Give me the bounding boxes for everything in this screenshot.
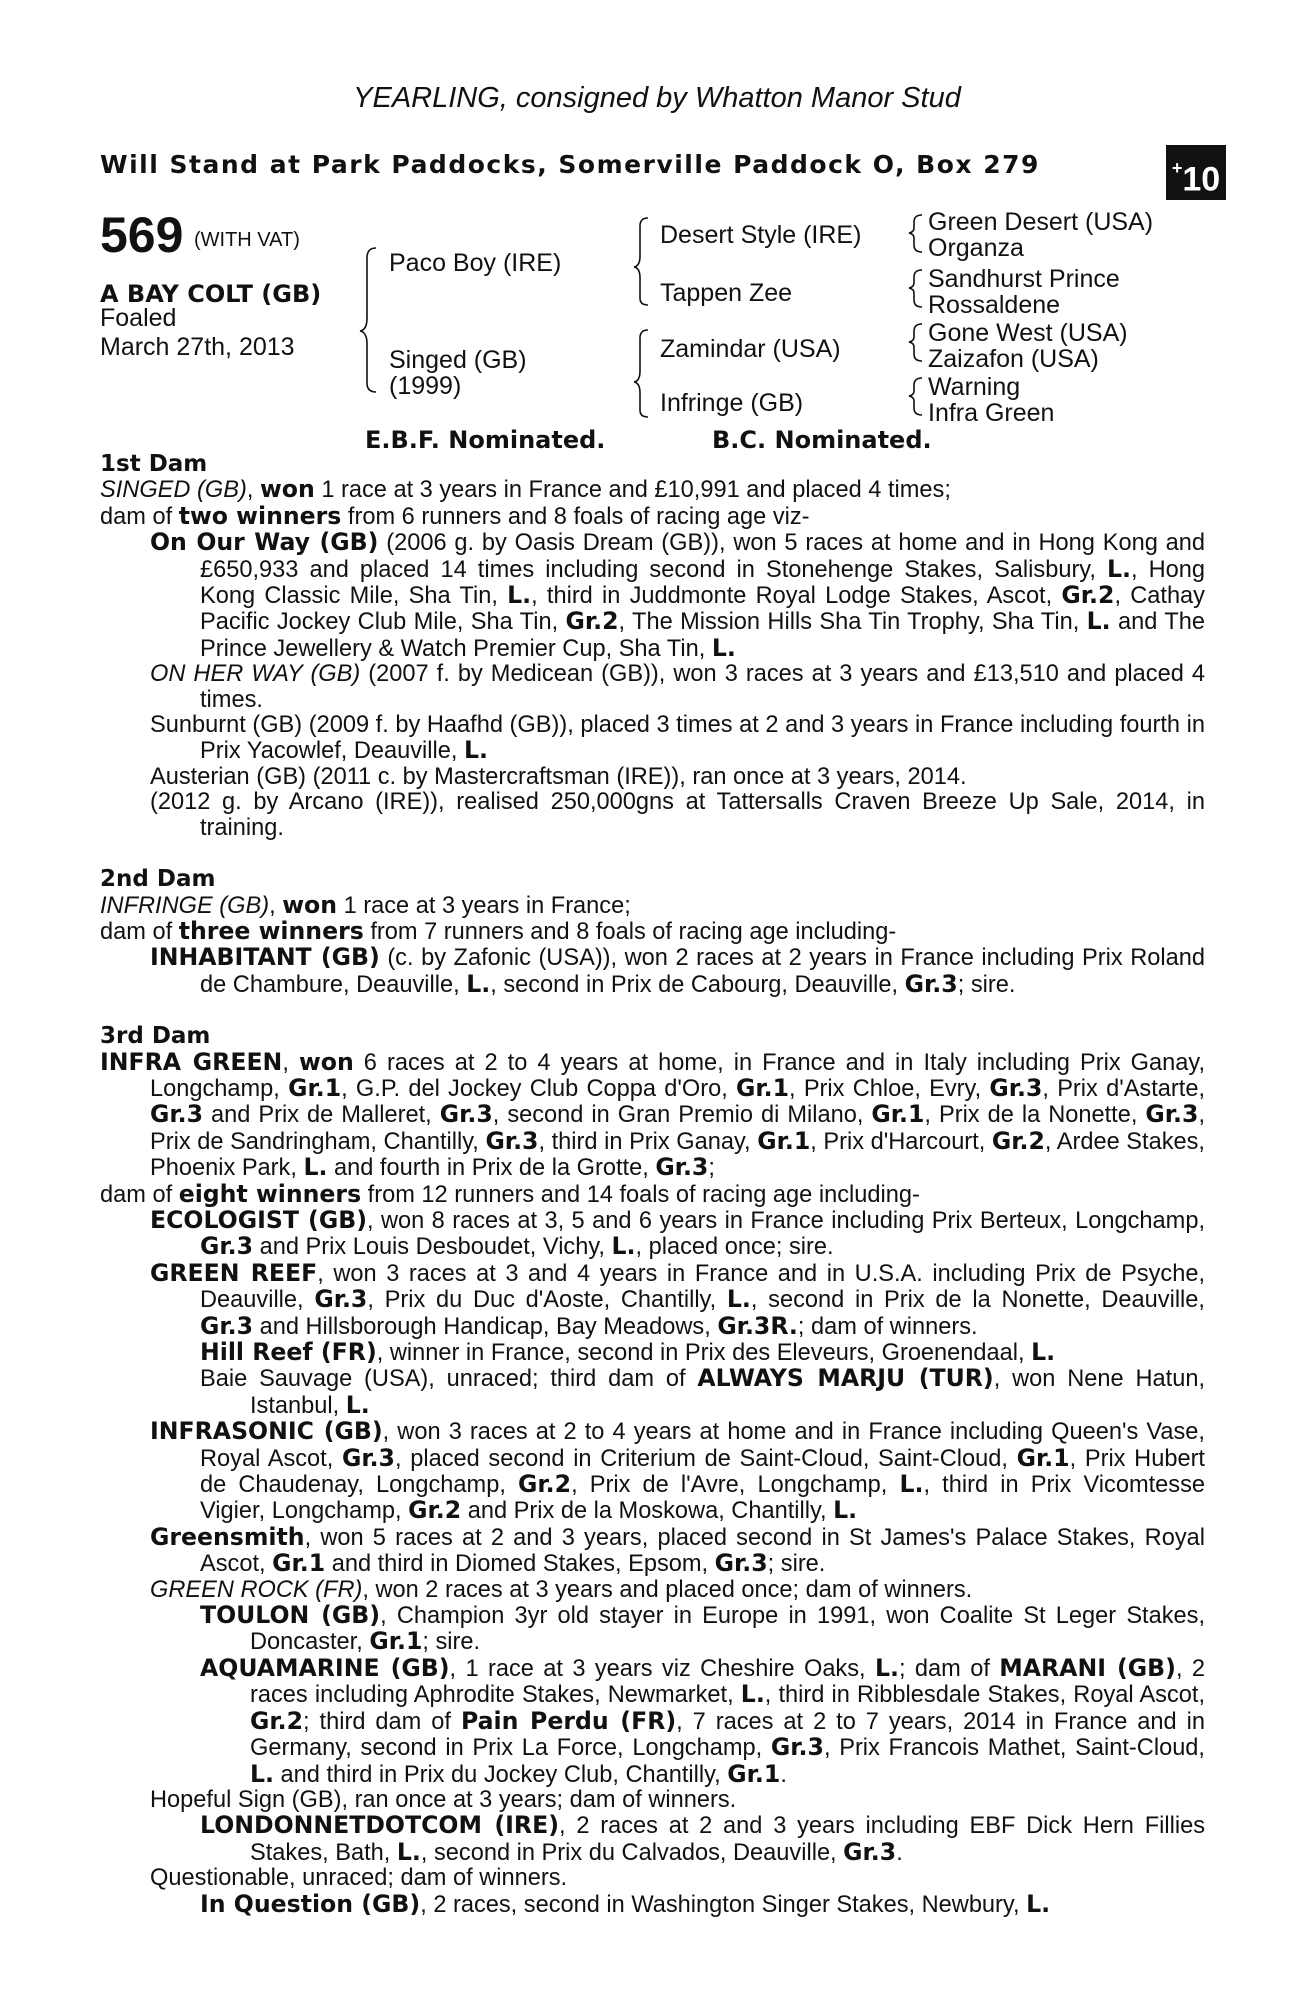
bold-text: Gr.1: [1016, 1443, 1070, 1472]
text: , Prix d'Harcourt,: [810, 1128, 992, 1155]
record-entry: [100, 1788, 1205, 1813]
text: from 12 runners and 14 foals of racing age including-: [361, 1181, 920, 1208]
bold-text: Gr.1: [727, 1759, 781, 1788]
brace-g3: [909, 324, 922, 361]
text: Hopeful Sign (GB), ran once at 3 years; dam of winners.: [150, 1786, 737, 1813]
bold-text: L.: [466, 969, 491, 998]
text: , Prix Chloe, Evry,: [789, 1075, 990, 1102]
bold-text: AQUAMARINE (GB): [200, 1653, 450, 1682]
bold-text: L.: [726, 1285, 751, 1314]
bold-text: L.: [1086, 607, 1111, 636]
text: .: [780, 1761, 787, 1788]
bold-text: L.: [833, 1496, 858, 1525]
brace-dam-line: [634, 330, 648, 417]
bold-text: Gr.2: [518, 1470, 572, 1499]
record-entry: [100, 1205, 1205, 1261]
text: Baie Sauvage (USA), unraced; third dam of: [200, 1366, 698, 1393]
bold-text: Gr.3: [714, 1549, 768, 1578]
text: ; third dam of: [303, 1708, 461, 1735]
record-entry: [100, 477, 1205, 503]
text: (2012 g. by Arcano (IRE)), realised 250,000gns at Tattersalls Craven Breeze Up Sale, 2014, in training.: [150, 789, 1205, 841]
text: 1 race at 3 years in France and £10,991 and placed 4 times;: [314, 477, 951, 504]
record-entry: [100, 1419, 1205, 1525]
bold-text: L.: [396, 1837, 421, 1866]
pedigree-dam-year: (1999): [389, 372, 462, 400]
record-entry: [100, 713, 1205, 765]
text: (c. by Zafonic (USA)), won 2 races at 2 years in France including Prix Roland de Chambure, Deauville,: [200, 945, 1205, 998]
bold-text: Hill Reef (FR): [200, 1338, 377, 1366]
italic-text: GREEN ROCK (FR): [150, 1576, 363, 1603]
bold-text: LONDONNETDOTCOM (IRE): [200, 1811, 559, 1840]
bold-text: Gr.3: [150, 1100, 204, 1129]
bold-text: L.: [303, 1153, 328, 1182]
text: , G.P. del Jockey Club Coppa d'Oro,: [341, 1075, 736, 1102]
text: , Prix d'Astarte,: [1042, 1075, 1205, 1102]
bold-text: Gr.1: [288, 1073, 342, 1102]
bold-text: L.: [345, 1390, 370, 1419]
text: , won 2 races at 3 years and placed once; dam of winners.: [362, 1576, 973, 1603]
bold-text: three winners: [178, 916, 364, 945]
text: , Prix Hubert de Chaudenay, Longchamp,: [200, 1445, 1205, 1499]
text: , third in Juddmonte Royal Lodge Stakes, Ascot,: [531, 583, 1062, 610]
bold-text: Greensmith: [150, 1522, 305, 1551]
bold-text: Gr.1: [736, 1073, 790, 1102]
record-entry: [100, 1603, 1205, 1656]
bold-text: Gr.2: [408, 1496, 462, 1525]
record-entry: [100, 765, 1205, 790]
text: , second in Prix de la Nonette, Deauville,: [750, 1287, 1205, 1314]
brace-sire-dam: [360, 248, 376, 392]
record-entry: [100, 530, 1205, 662]
bold-text: Gr.3: [904, 969, 958, 998]
bold-text: L.: [1031, 1338, 1056, 1366]
vat-note: (WITH VAT): [194, 229, 300, 251]
text: , second in Prix du Calvados, Deauville,: [420, 1839, 844, 1866]
bold-text: Gr.2: [250, 1706, 304, 1735]
pedigree-g2: Organza: [928, 234, 1024, 262]
pedigree-sire: Paco Boy (IRE): [389, 249, 562, 277]
record-entry: [100, 1866, 1205, 1891]
text: , placed second in Criterium de Saint-Cloud, Saint-Cloud,: [394, 1445, 1017, 1472]
bold-text: ECOLOGIST (GB): [150, 1205, 367, 1234]
text: , Champion 3yr old stayer in Europe in 1991, won Coalite St Leger Stakes, Doncaster,: [250, 1603, 1206, 1656]
pedigree-g8: Infra Green: [928, 399, 1055, 427]
bold-text: L.: [464, 736, 489, 765]
text: ,: [269, 892, 283, 919]
text: dam of: [100, 918, 179, 945]
text: ; dam of: [898, 1655, 1000, 1682]
text: (2006 g. by Oasis Dream (GB)), won 5 races at home and in Hong Kong and £650,933 and placed 14 times including second in Stonehenge Stakes, Salisbury,: [200, 530, 1205, 583]
section-heading: 1st Dam: [100, 451, 208, 477]
section-heading: 3rd Dam: [100, 1023, 211, 1050]
bold-text: Gr.3: [439, 1100, 493, 1129]
bold-text: L.: [611, 1232, 636, 1261]
italic-text: SINGED (GB): [100, 477, 247, 504]
stand-location: Will Stand at Park Paddocks, Somerville Paddock O, Box 279: [100, 150, 1040, 179]
text: and third in Prix du Jockey Club, Chantilly,: [274, 1761, 728, 1788]
bold-text: Gr.3: [843, 1837, 897, 1866]
text: , placed once; sire.: [635, 1234, 834, 1261]
bold-text: Gr.1: [871, 1100, 925, 1129]
record-entry: [100, 1340, 1205, 1366]
bc-nominated: B.C. Nominated.: [712, 426, 932, 454]
text: , won 3 races at 2 to 4 years at home and in France including Queen's Vase, Royal Ascot,: [200, 1419, 1205, 1472]
bold-text: L.: [874, 1653, 899, 1682]
text: ; sire.: [422, 1629, 481, 1656]
record-entry: [100, 1258, 1205, 1340]
foaled-label: Foaled: [100, 304, 177, 332]
text: from 7 runners and 8 foals of racing age including-: [363, 918, 897, 945]
foaled-date: March 27th, 2013: [100, 333, 295, 361]
text: , third in Prix Vicomtesse Vigier, Longchamp,: [200, 1472, 1206, 1525]
bold-text: Pain Perdu (FR): [460, 1706, 677, 1735]
ebf-nominated: E.B.F. Nominated.: [365, 426, 606, 454]
bold-text: Gr.2: [1061, 581, 1115, 610]
text: and fourth in Prix de la Grotte,: [327, 1155, 656, 1182]
lot-number: 569: [100, 207, 184, 263]
record-entry: [100, 1047, 1206, 1182]
text: , The Mission Hills Sha Tin Trophy, Sha Tin,: [618, 609, 1087, 636]
text: and Prix de la Moskowa, Chantilly,: [461, 1498, 834, 1525]
brace-g2: [909, 270, 922, 307]
text: , won Nene Hatun, Istanbul,: [250, 1366, 1205, 1419]
bold-text: Gr.1: [369, 1627, 423, 1656]
record-entry: [100, 790, 1205, 841]
text: ; sire.: [767, 1551, 826, 1578]
text: and Hillsborough Handicap, Bay Meadows,: [253, 1313, 718, 1340]
bold-text: Gr.1: [757, 1126, 811, 1155]
pedigree-g6: Zaizafon (USA): [928, 345, 1099, 373]
bold-text: TOULON (GB): [200, 1601, 381, 1630]
produce-record: [100, 452, 1205, 1918]
italic-text: ON HER WAY (GB): [150, 661, 361, 688]
bold-text: Gr.1: [272, 1549, 326, 1578]
bold-text: L.: [1026, 1889, 1051, 1918]
badge-value: 10: [1182, 160, 1221, 199]
bold-text: won: [282, 890, 338, 919]
text: , Prix de l'Avre, Longchamp,: [571, 1472, 900, 1499]
text: , 2 races at 2 and 3 years including EBF Dick Hern Fillies Stakes, Bath,: [250, 1813, 1205, 1866]
text: ,: [282, 1049, 299, 1076]
bold-text: L.: [250, 1759, 274, 1788]
consignment-line: YEARLING, consigned by Whatton Manor Stud: [353, 82, 961, 114]
pedigree-g7: Warning: [928, 373, 1021, 401]
record-entry: [100, 1889, 1205, 1918]
record-entry: [100, 890, 1205, 919]
text: , 7 races at 2 to 7 years, 2014 in France and in Germany, second in Prix La Force, Longchamp,: [250, 1708, 1206, 1762]
record-entry: [100, 1179, 1205, 1208]
pedigree-sire-sire: Desert Style (IRE): [660, 221, 862, 249]
text: , won 5 races at 2 and 3 years, placed second in St James's Palace Stakes, Royal Ascot,: [200, 1524, 1205, 1578]
text: , Hong Kong Classic Mile, Sha Tin,: [200, 556, 1205, 610]
text: , 2 races, second in Washington Singer Stakes, Newbury,: [420, 1891, 1027, 1918]
text: and Prix Louis Desboudet, Vichy,: [253, 1234, 612, 1261]
text: and The Prince Jewellery & Watch Premier Cup, Sha Tin,: [200, 609, 1205, 662]
text: .: [896, 1839, 903, 1866]
bold-text: Gr.3: [200, 1311, 254, 1340]
bold-text: Gr.3: [341, 1443, 395, 1472]
bold-text: Gr.3: [655, 1153, 709, 1182]
pedigree-dam-sire: Zamindar (USA): [660, 335, 841, 363]
bold-text: L.: [740, 1680, 765, 1709]
text: , third in Prix Ganay,: [538, 1128, 758, 1155]
text: , 2 races including Aphrodite Stakes, Newmarket,: [250, 1655, 1206, 1709]
bold-text: two winners: [178, 501, 342, 530]
brace-sire-line: [634, 218, 648, 305]
pedigree-dam-dam: Infringe (GB): [660, 389, 804, 417]
text: , Cathay Pacific Jockey Club Mile, Sha Tin,: [200, 583, 1205, 636]
bold-text: MARANI (GB): [999, 1653, 1176, 1682]
bold-text: GREEN REEF: [150, 1258, 318, 1287]
pedigree-dam: Singed (GB): [389, 346, 527, 374]
text: , 1 race at 3 years viz Cheshire Oaks,: [449, 1655, 875, 1682]
text: 6 races at 2 to 4 years at home, in France and in Italy including Prix Ganay, Longchamp,: [150, 1049, 1206, 1102]
record-entry: [100, 1653, 1206, 1788]
text: , Prix de la Nonette,: [924, 1102, 1146, 1129]
text: (2007 f. by Medicean (GB)), won 3 races at 3 years and £13,510 and placed 4 times.: [200, 661, 1205, 713]
badge-plus: +: [1171, 158, 1183, 178]
text: and third in Diomed Stakes, Epsom,: [325, 1551, 715, 1578]
record-entry: [100, 945, 1205, 998]
record-entry: [100, 916, 1205, 945]
bold-text: L.: [899, 1470, 924, 1499]
pedigree-g4: Rossaldene: [928, 291, 1061, 319]
bold-text: INFRA GREEN: [100, 1047, 283, 1076]
text: 1 race at 3 years in France;: [337, 892, 631, 919]
section-heading: 2nd Dam: [100, 866, 216, 893]
bold-text: Gr.3: [989, 1073, 1043, 1102]
bold-text: Gr.3: [485, 1126, 539, 1155]
bold-text: L.: [1106, 554, 1131, 583]
text: dam of: [100, 503, 179, 530]
text: ,: [246, 477, 260, 504]
bold-text: Gr.3: [1145, 1100, 1199, 1129]
bold-text: ALWAYS MARJU (TUR): [697, 1364, 994, 1393]
italic-text: INFRINGE (GB): [100, 892, 270, 919]
bold-text: On Our Way (GB): [150, 528, 379, 557]
text: , third in Ribblesdale Stakes, Royal Ascot,: [764, 1682, 1206, 1709]
text: and Prix de Malleret,: [203, 1102, 440, 1129]
text: ;: [708, 1155, 715, 1182]
text: , Prix du Duc d'Aoste, Chantilly,: [367, 1287, 727, 1314]
text: Austerian (GB) (2011 c. by Mastercraftsman (IRE)), ran once at 3 years, 2014.: [150, 763, 967, 790]
text: , Prix de Sandringham, Chantilly,: [150, 1102, 1205, 1155]
pedigree-g5: Gone West (USA): [928, 319, 1128, 347]
bold-text: won: [298, 1047, 354, 1076]
bold-text: INHABITANT (GB): [150, 943, 380, 972]
bold-text: eight winners: [178, 1179, 362, 1208]
text: , Ardee Stakes, Phoenix Park,: [150, 1128, 1205, 1182]
pedigree-g1: Green Desert (USA): [928, 208, 1154, 236]
record-entry: [100, 1522, 1205, 1578]
bold-text: INFRASONIC (GB): [150, 1417, 383, 1446]
text: Sunburnt (GB) (2009 f. by Haafhd (GB)), placed 3 times at 2 and 3 years in France including fourth in Prix Yacowlef, Deauville,: [150, 712, 1205, 765]
record-entry: [100, 1813, 1205, 1866]
brace-g4: [909, 378, 922, 415]
bold-text: L.: [711, 633, 736, 662]
pedigree-g3: Sandhurst Prince: [928, 265, 1120, 293]
text: Questionable, unraced; dam of winners.: [150, 1865, 568, 1892]
pedigree-sire-dam: Tappen Zee: [660, 279, 793, 307]
bold-text: Gr.3: [770, 1733, 824, 1762]
text: , second in Gran Premio di Milano,: [492, 1102, 872, 1129]
bold-text: won: [259, 475, 315, 504]
bold-text: Gr.2: [991, 1126, 1045, 1155]
text: , Prix Francois Mathet, Saint-Cloud,: [823, 1735, 1205, 1762]
text: , winner in France, second in Prix des Eleveurs, Groenendaal,: [376, 1340, 1032, 1366]
record-entry: [100, 662, 1205, 713]
bold-text: L.: [507, 581, 532, 610]
brace-g1: [909, 215, 922, 252]
record-entry: [100, 501, 1205, 530]
bold-text: In Question (GB): [200, 1889, 421, 1918]
record-entry: [100, 1366, 1205, 1419]
horse-name: A BAY COLT (GB): [100, 280, 322, 308]
text: , won 8 races at 3, 5 and 6 years in France including Prix Berteux, Longchamp,: [366, 1207, 1205, 1234]
text: , second in Prix de Cabourg, Deauville,: [490, 971, 905, 998]
text: ; sire.: [957, 971, 1016, 998]
text: from 6 runners and 8 foals of racing age viz-: [341, 503, 810, 530]
bold-text: Gr.3R.: [717, 1311, 798, 1340]
bold-text: Gr.3: [314, 1285, 368, 1314]
text: ; dam of winners.: [797, 1313, 978, 1340]
record-entry: [100, 1578, 1205, 1603]
bold-text: Gr.3: [200, 1232, 254, 1261]
bold-text: Gr.2: [565, 607, 619, 636]
text: dam of: [100, 1181, 179, 1208]
text: , won 3 races at 3 and 4 years in France and in U.S.A. including Prix de Psyche, Deauville,: [200, 1260, 1205, 1314]
